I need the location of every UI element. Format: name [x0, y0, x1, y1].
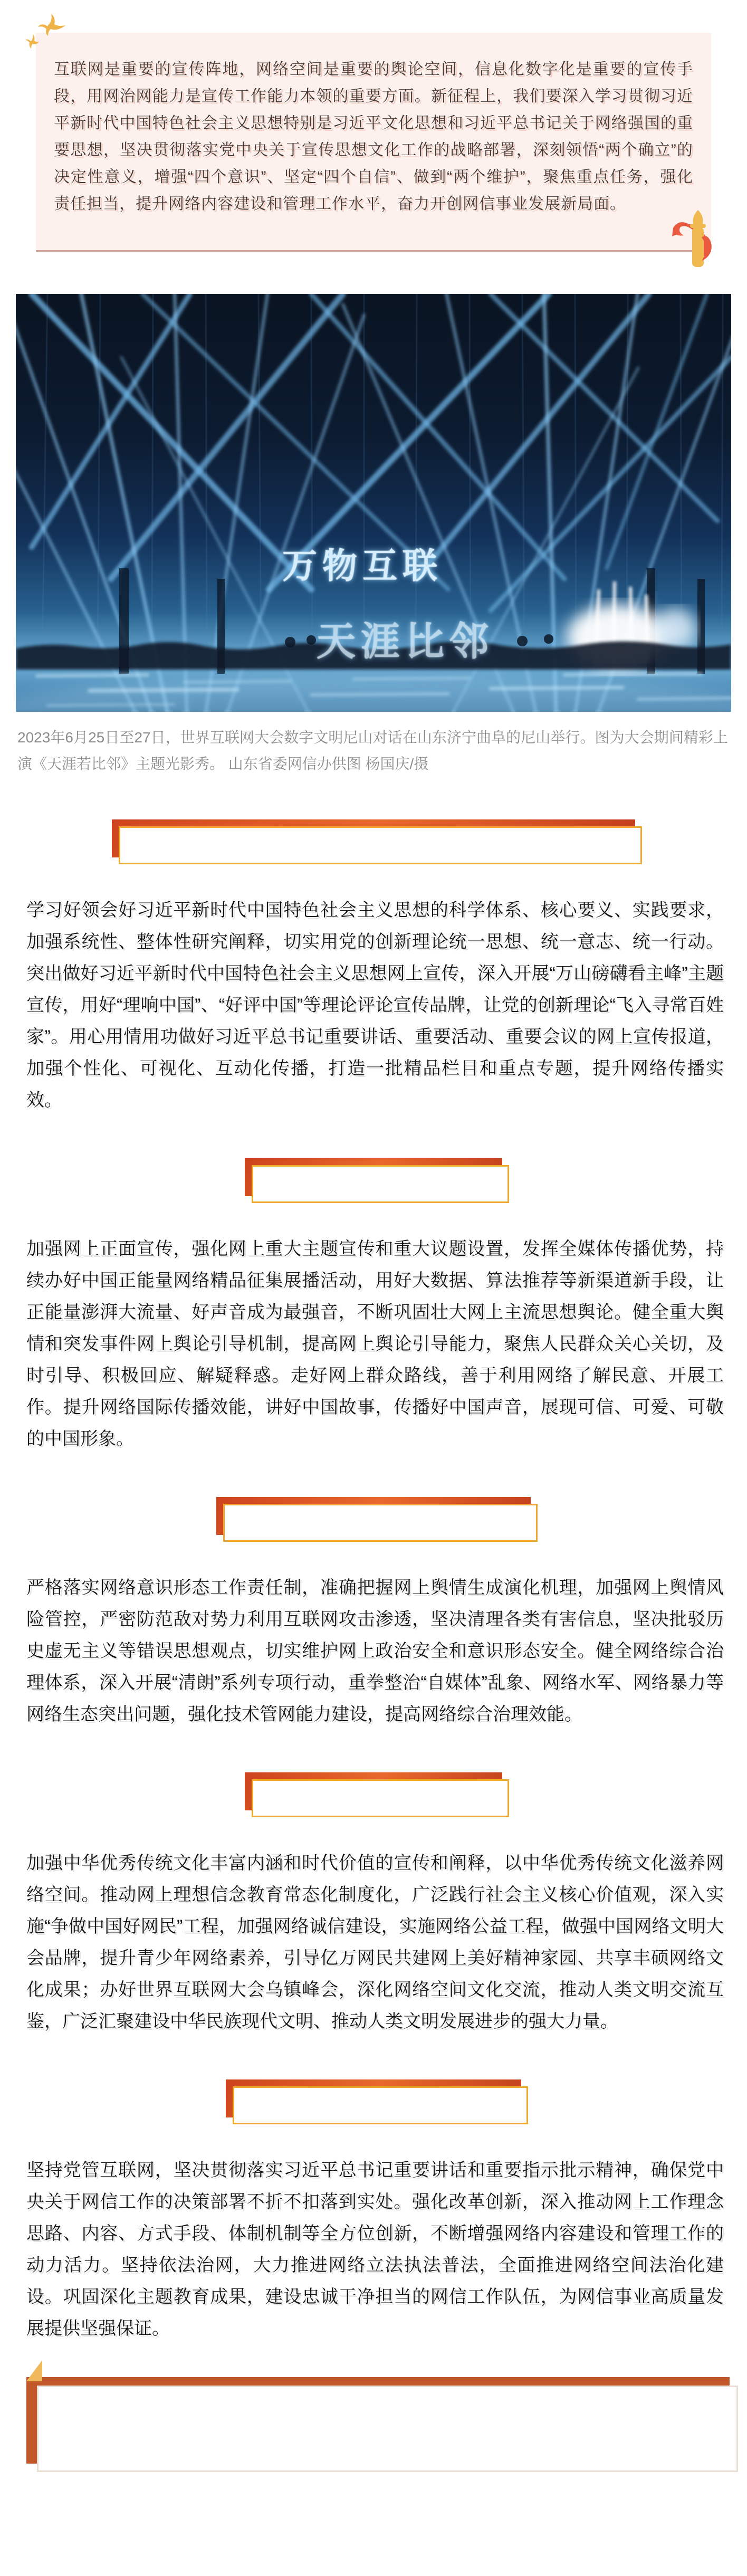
photo-overlay-text-2: 天涯比邻 — [317, 619, 494, 664]
section-body-3: 严格落实网络意识形态工作责任制，准确把握网上舆情生成演化机理，加强网上舆情风险管控，严密防范敌对势力利用互联网攻击渗透，坚决清理各类有害信息，坚决批驳历史虚无主义等错误思想观点，切实维护网上政治安全和意识形态安全。健全网络综合治理体系，深入开展“清朗”系列专项行动，重拳整治“自媒体”乱象、网络水军、网络暴力等网络生态突出问题，强化技术管网能力建设，提高网络综合治理效能。 — [26, 1578, 724, 1724]
torch-decoration-icon — [672, 209, 723, 270]
section-title-4: 拓展网络文明建设新空间 — [245, 1772, 502, 1810]
footer-reference-bar: 更多精彩内容详见：中央网络安全和信息化委员会办公室室务会《高举旗帜坚定文化自信 勇担使命贡献网信力量》 — [26, 2377, 730, 2464]
section-body-5: 坚持党管互联网，坚决贯彻落实习近平总书记重要讲话和重要指示批示精神，确保党中央关于网信工作的决策部署不折不扣落到实处。强化改革创新，深入推动网上工作理念思路、内容、方式手段、体制机制等全方位创新，不断增强网络内容建设和管理工作的动力活力。坚持依法治网，大力推进网络立法执法普法，全面推进网络空间法治化建设。巩固深化主题教育成果，建设忠诚干净担当的网信工作队伍，为网信事业高质量发展提供坚强保证。 — [26, 2160, 724, 2339]
section-title-5: 加强党对网信工作的全面领导 — [226, 2079, 521, 2117]
photo-caption: 2023年6月25日至27日，世界互联网大会数字文明尼山对话在山东济宁曲阜的尼山举行。图为大会期间精彩上演《天涯若比邻》主题光影秀。 山东省委网信办供图 杨国庆/摄 — [17, 729, 728, 772]
quote-section — [36, 33, 711, 252]
photo-overlay-text-1: 万物互联 — [282, 546, 443, 586]
section-title-3: 有效防范化解网络意识形态风险 — [216, 1497, 531, 1535]
quote-box — [36, 33, 711, 252]
dove-small-icon — [25, 34, 39, 50]
dove-icon — [38, 13, 65, 36]
light-show-photo — [16, 294, 731, 712]
section-body-1: 学习好领会好习近平新时代中国特色社会主义思想的科学体系、核心要义、实践要求，加强系统性、整体性研究阐释，切实用党的创新理论统一思想、统一意志、统一行动。突出做好习近平新时代中国特色社会主义思想网上宣传，深入开展“万山磅礴看主峰”主题宣传，用好“理响中国”、“好评中国”等理论评论宣传品牌，让党的创新理论“飞入寻常百姓家”。用心用情用功做好习近平总书记重要讲话、重要活动、重要会议的网上宣传报道，加强个性化、可视化、互动化传播，打造一批精品栏目和重点专题，提升网络传播实效。 — [26, 900, 724, 1110]
quote-text: 互联网是重要的宣传阵地，网络空间是重要的舆论空间，信息化数字化是重要的宣传手段，用网治网能力是宣传工作能力本领的重要方面。新征程上，我们要深入学习贯彻习近平新时代中国特色社会主义思想特别是习近平文化思想和习近平总书记关于网络强国的重要思想，坚决贯彻落实党中央关于宣传思想文化工作的战略部署，深刻领悟“两个确立”的决定性意义，增强“四个意识”、坚定“四个自信”、做到“两个维护”，聚焦重点任务，强化责任担当，提升网络内容建设和管理工作水平，奋力开创网信事业发展新局面。 — [54, 61, 693, 213]
section-title-2: 塑造网上主流舆论新格局 — [245, 1158, 502, 1196]
section-body-2: 加强网上正面宣传，强化网上重大主题宣传和重大议题设置，发挥全媒体传播优势，持续办好中国正能量网络精品征集展播活动，用好大数据、算法推荐等新渠道新手段，让正能量澎湃大流量、好声音成为最强音，不断巩固壮大网上主流思想舆论。健全重大舆情和突发事件网上舆论引导机制，提高网上舆论引导能力，聚焦人民群众关心关切，及时引导、积极回应、解疑释惑。走好网上群众路线，善于利用网络了解民意、开展工作。提升网络国际传播效能，讲好中国故事，传播好中国声音，展现可信、可爱、可敬的中国形象。 — [26, 1239, 724, 1449]
section-title-1: 坚持不懈用习近平新时代中国特色社会主义思想凝心铸魂 — [112, 819, 635, 857]
section-body-4: 加强中华优秀传统文化丰富内涵和时代价值的宣传和阐释，以中华优秀传统文化滋养网络空间。推动网上理想信念教育常态化制度化，广泛践行社会主义核心价值观，深入实施“争做中国好网民”工程，加强网络诚信建设，实施网络公益工程，做强中国网络文明大会品牌，提升青少年网络素养，引导亿万网民共建网上美好精神家园、共享丰硕网络文化成果；办好世界互联网大会乌镇峰会，深化网络空间文化交流，推动人类文明交流互鉴，广泛汇聚建设中华民族现代文明、推动人类文明发展进步的强大力量。 — [26, 1853, 724, 2031]
